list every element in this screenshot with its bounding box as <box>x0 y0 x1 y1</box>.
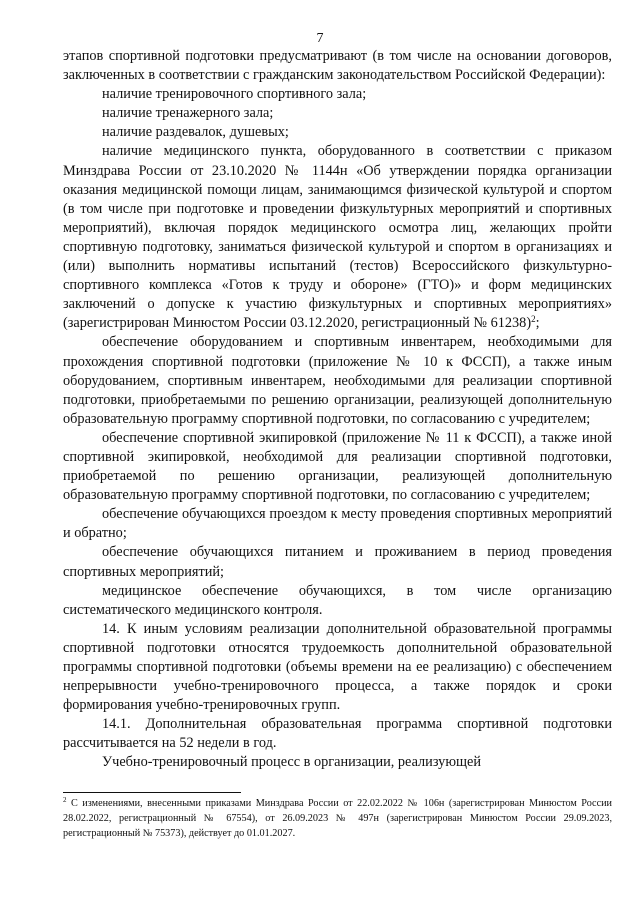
footnote-text: С изменениями, внесенными приказами Минздрава России от 22.02.2022 № 106н (зарегистрирован Минюстом России 28.02.2022, регистрационный № 67554), от 26.09.2023 № 497н (зарегистрирован Минюстом России 29.09.2023, регистрационный № 75373), действует до 01.01.2027. <box>63 798 612 840</box>
footnote-reference: 2 <box>531 314 536 325</box>
paragraph: обеспечение оборудованием и спортивным инвентарем, необходимыми для прохождения спортивной подготовки (приложение № 10 к ФССП), а также иным оборудованием, спортивным инвентарем, необходимыми для реализации спортивной подготовки, приобретаемыми по решению организации, реализующей дополнительную образовательную программу спортивной подготовки, по согласованию с учредителем; <box>63 334 612 427</box>
paragraph-tail: ; <box>535 315 540 332</box>
paragraph: обеспечение обучающихся питанием и проживанием в период проведения спортивных мероприятий; <box>63 544 612 580</box>
page-number: 7 <box>316 31 324 46</box>
footnote <box>63 796 612 842</box>
paragraph: 14.1. Дополнительная образовательная программа спортивной подготовки рассчитывается на 52 недели в год. <box>63 716 612 752</box>
footnote-marker: 2 <box>63 796 67 804</box>
paragraph: 14. К иным условиям реализации дополнительной образовательной программы спортивной подготовки относятся трудоемкость дополнительной образовательной программы спортивной подготовки (объемы времени на ее реализацию) с обеспечением непрерывности учебно-тренировочного процесса, а также порядок и сроки формирования учебно-тренировочных групп. <box>63 620 612 714</box>
paragraph: этапов спортивной подготовки предусматривают (в том числе на основании договоров, заключенных в соответствии с гражданским законодательством Российской Федерации): <box>63 48 612 84</box>
paragraph: обеспечение обучающихся проездом к месту проведения спортивных мероприятий и обратно; <box>63 506 612 542</box>
paragraph: медицинское обеспечение обучающихся, в том числе организацию систематического медицинского контроля. <box>63 582 612 618</box>
paragraph: наличие тренажерного зала; <box>102 105 274 122</box>
paragraph: Учебно-тренировочный процесс в организации, реализующей <box>102 754 482 771</box>
paragraph: обеспечение спортивной экипировкой (приложение № 11 к ФССП), а также иной спортивной экипировкой, необходимой для реализации спортивной подготовки, приобретаемой по решению организации, реализующей дополнительную образовательную программу спортивной подготовки, по согласованию с учредителем; <box>63 429 612 504</box>
paragraph-with-footnote-ref <box>63 142 612 333</box>
body-text <box>63 47 612 773</box>
paragraph: наличие раздевалок, душевых; <box>102 124 289 141</box>
paragraph: наличие тренировочного спортивного зала; <box>102 86 367 103</box>
footnote-divider <box>63 792 241 793</box>
paragraph-text: наличие медицинского пункта, оборудованного в соответствии с приказом Минздрава России от 23.10.2020 № 1144н «Об утверждении порядка организации оказания медицинской помощи лицам, занимающимся физической культурой и спортом (в том числе при подготовке и проведении физкультурных мероприятий и спортивных мероприятий), включая порядок медицинского осмотра лиц, желающих пройти спортивную подготовку, заниматься физической культурой и спортом в организациях и (или) выполнить нормативы испытаний (тестов) Всероссийского физкультурно-спортивного комплекса «Готов к труду и обороне» (ГТО)» и форм медицинских заключений о допуске к участию физкультурных и спортивных мероприятиях» (зарегистрирован Минюстом России 03.12.2020, регистрационный № 61238) <box>63 143 612 332</box>
